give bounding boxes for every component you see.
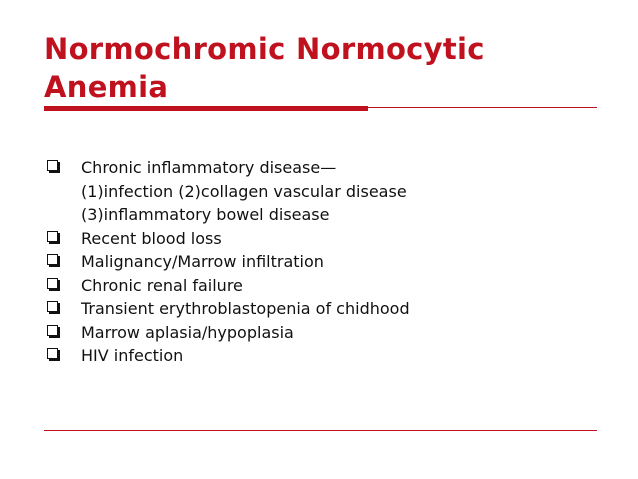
title-divider-accent <box>44 106 368 111</box>
bullet-list <box>45 156 605 368</box>
list-item-text: (1)infection (2)collagen vascular disease <box>81 181 407 201</box>
list-item <box>45 250 605 274</box>
square-checkbox-icon <box>47 231 58 242</box>
list-item-text: HIV infection <box>81 346 184 365</box>
list-item <box>45 227 605 251</box>
list-item-text: Recent blood loss <box>81 228 222 248</box>
square-checkbox-icon <box>47 254 58 265</box>
list-item <box>45 156 605 227</box>
square-checkbox-icon <box>47 348 58 359</box>
list-item <box>45 344 605 368</box>
list-item <box>45 297 605 321</box>
list-item <box>45 321 605 345</box>
list-item-text: Marrow aplasia/hypoplasia <box>81 322 294 342</box>
footer-divider-line <box>44 430 597 431</box>
title-line-2: Anemia <box>44 70 169 104</box>
square-checkbox-icon <box>47 278 58 289</box>
list-item-text: Chronic renal failure <box>81 275 243 295</box>
list-item-text: Chronic inflammatory disease— <box>81 158 337 177</box>
square-checkbox-icon <box>47 301 58 312</box>
square-checkbox-icon <box>47 325 58 336</box>
list-item <box>45 274 605 298</box>
slide-title <box>44 30 604 106</box>
list-item-text: Transient erythroblastopenia of chidhood <box>81 299 410 318</box>
square-checkbox-icon <box>47 160 58 171</box>
list-item-text: Malignancy/Marrow infiltration <box>81 252 324 271</box>
list-item-text: (3)inflammatory bowel disease <box>81 205 330 224</box>
title-line-1: Normochromic Normocytic <box>44 32 485 66</box>
